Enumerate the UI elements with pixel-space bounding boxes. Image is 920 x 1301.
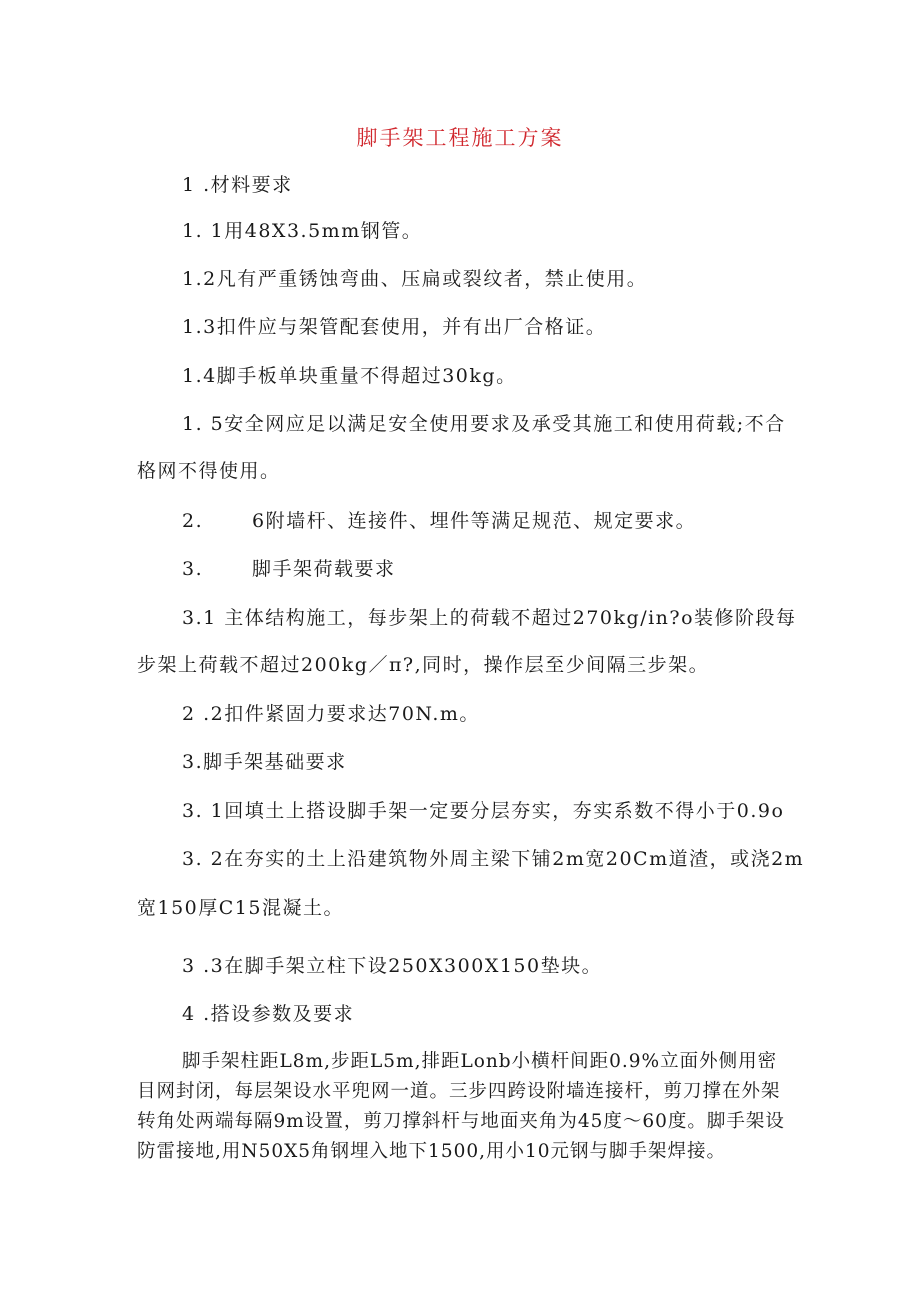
section-heading-materials: 1 .材料要求 [182,174,293,196]
text-line: 3 .3在脚手架立柱下设250X300X150垫块。 [182,955,603,977]
list-number: 2. [182,510,204,532]
text-line: 1. 5安全网应足以满足安全使用要求及承受其施工和使用荷载;不合 [182,413,786,435]
parameters-paragraph: 脚手架柱距L8m,步距L5m,排距Lonb小横杆间距0.9%立面外侧用密目网封闭，每层架设水平兜网一道。三步四跨设附墙连接杆，剪刀撑在外架转角处两端每隔9m设置，剪刀撑斜杆与地面夹角为45度～60度。脚手架设防雷接地,用N50X5角钢埋入地下1500,用小10元钢与脚手架焊接。 [137,1051,785,1162]
section-heading-parameters: 4 .搭设参数及要求 [182,1003,355,1025]
section-heading-foundation: 3.脚手架基础要求 [182,751,347,773]
section-heading-load [182,556,396,582]
text-line: 3. 2在夯实的土上沿建筑物外周主梁下铺2m宽20Cm道渣，或浇2m [182,848,805,870]
text-line: 2 .2扣件紧固力要求达70N.m。 [182,703,480,725]
text-line: 3.1 主体结构施工，每步架上的荷载不超过270kg/in?o装修阶段每 [182,607,797,629]
text-line [182,508,696,534]
list-text: 6附墙杆、连接件、埋件等满足规范、规定要求。 [252,510,697,532]
text-line: 1. 1用48X3.5mm钢管。 [182,220,423,242]
text-line: 3. 1回填土上搭设脚手架一定要分层夯实，夯实系数不得小于0.9o [182,800,785,822]
text-line: 1.2凡有严重锈蚀弯曲、压扁或裂纹者，禁止使用。 [182,268,648,290]
document-title: 脚手架工程施工方案 [356,126,564,150]
list-number: 3. [182,558,204,580]
text-line: 宽150厚C15混凝土。 [137,897,344,919]
text-line: 步架上荷载不超过200kg／π?,同时，操作层至少间隔三步架。 [137,654,710,676]
list-text: 脚手架荷载要求 [252,558,396,580]
text-line: 1.3扣件应与架管配套使用，并有出厂合格证。 [182,316,607,338]
text-line: 格网不得使用。 [137,460,281,482]
text-line: 1.4脚手板单块重量不得超过30kg。 [182,365,517,387]
